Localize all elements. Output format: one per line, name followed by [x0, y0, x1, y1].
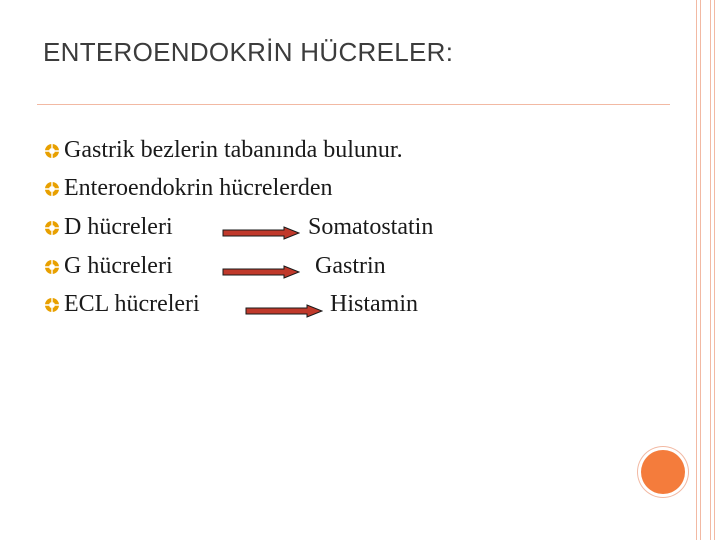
hormone-histamin: Histamin — [330, 291, 418, 317]
hormone-somatostatin: Somatostatin — [308, 214, 434, 240]
sun-bullet-icon — [44, 297, 60, 313]
border-line — [714, 0, 715, 540]
hormone-gastrin: Gastrin — [315, 253, 386, 279]
border-line — [710, 0, 711, 540]
right-arrow-icon — [222, 226, 300, 240]
border-line — [696, 0, 697, 540]
bullet-text-4: G hücreleri — [64, 253, 173, 279]
bullet-text-5: ECL hücreleri — [64, 291, 200, 317]
bullet-text-3: D hücreleri — [64, 214, 173, 240]
title-divider — [37, 104, 670, 105]
sun-bullet-icon — [44, 181, 60, 197]
sun-bullet-icon — [44, 259, 60, 275]
border-line — [700, 0, 701, 540]
sun-bullet-icon — [44, 220, 60, 236]
bullet-text-1: Gastrik bezlerin tabanında bulunur. — [64, 137, 403, 163]
sun-bullet-icon — [44, 143, 60, 159]
slide-title: ENTEROENDOKRİN HÜCRELER: — [43, 37, 454, 67]
right-arrow-icon — [245, 304, 323, 318]
decorative-circle — [641, 450, 685, 494]
right-arrow-icon — [222, 265, 300, 279]
bullet-text-2: Enteroendokrin hücrelerden — [64, 175, 333, 201]
